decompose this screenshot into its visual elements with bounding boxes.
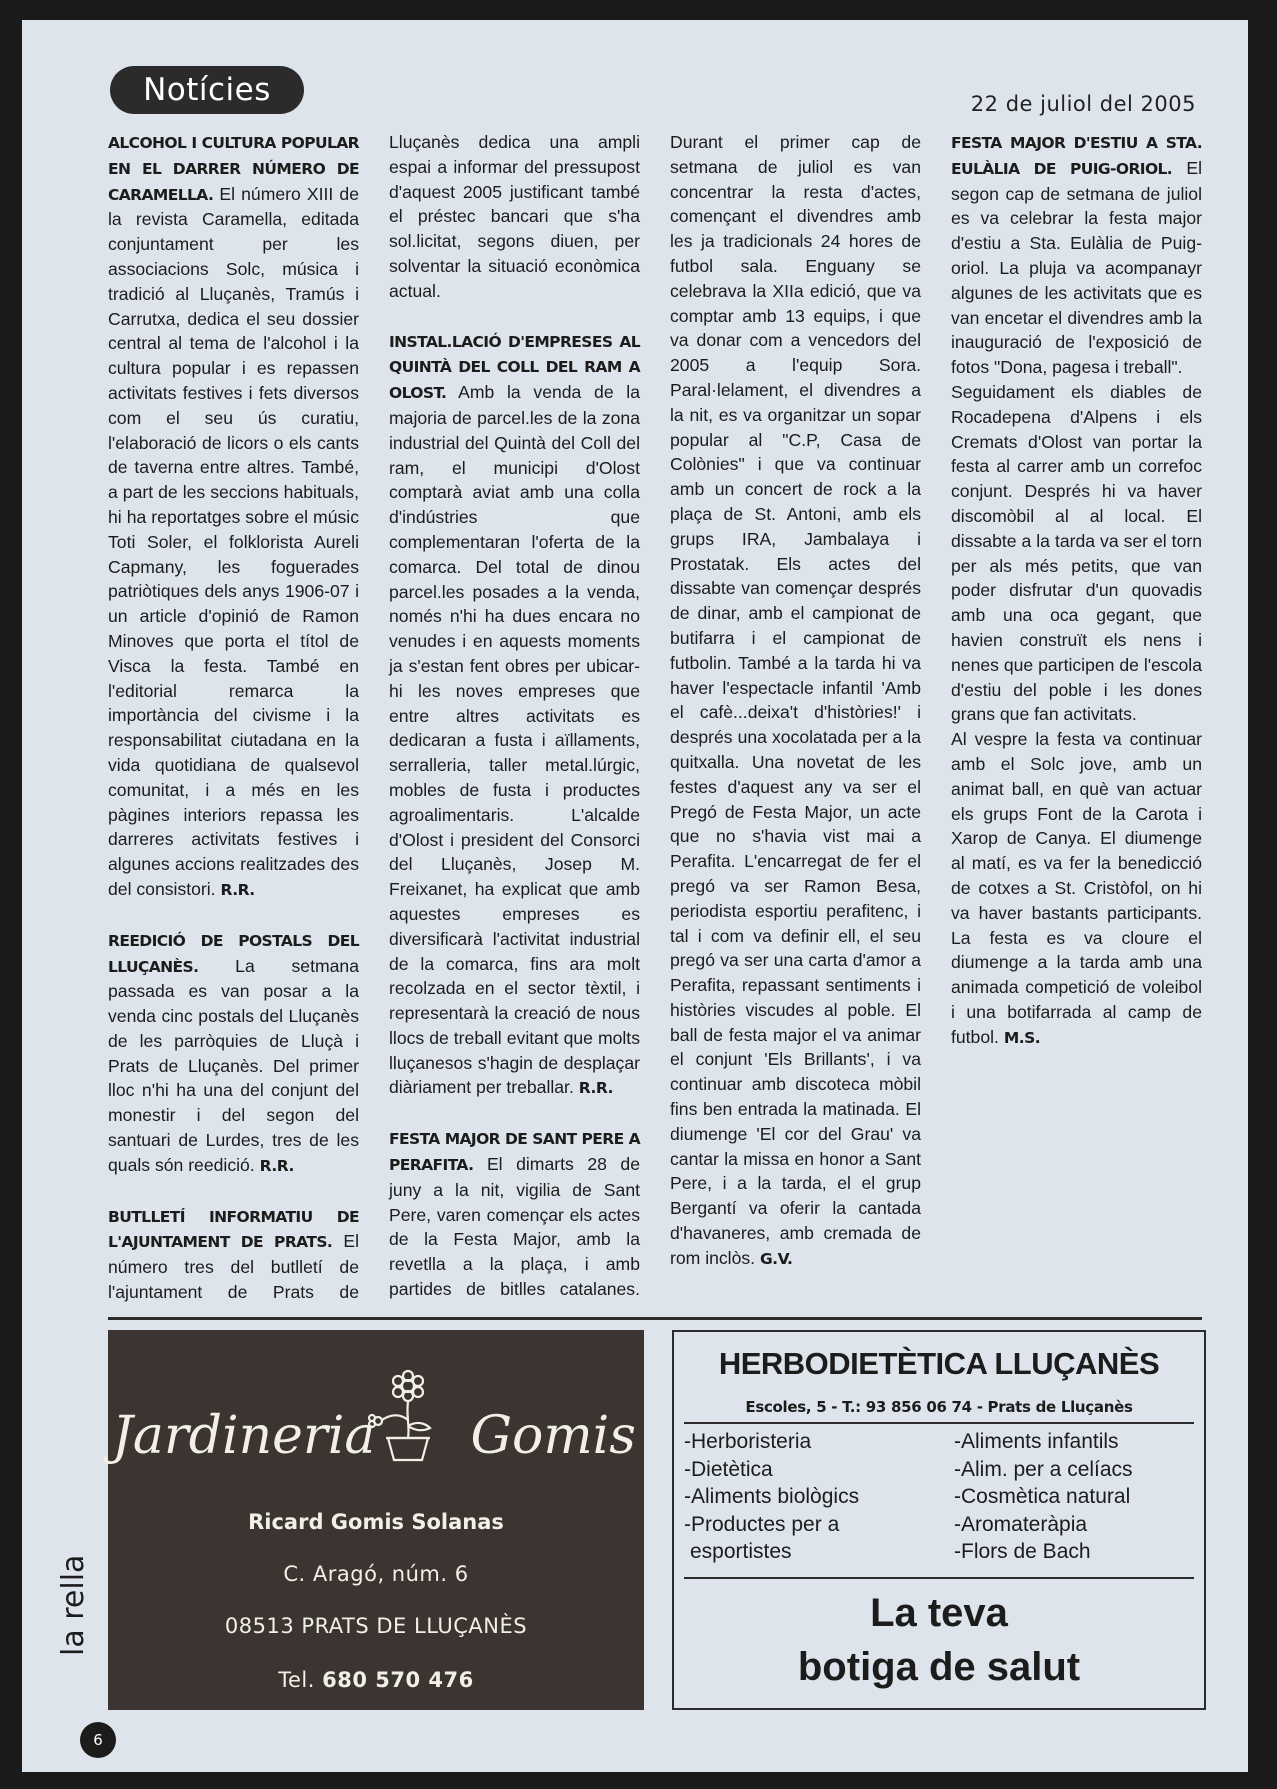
list-item: -Aliments biològics <box>684 1485 860 1508</box>
slogan-line: La teva <box>870 1591 1008 1635</box>
list-item: esportistes <box>690 1540 792 1563</box>
logo-word-jardineria: Jardineria <box>112 1406 376 1466</box>
ad-jardineria-gomis <box>108 1330 644 1710</box>
article-headline: FESTA MAJOR D'ESTIU A STA. EULÀLIA DE PUIG-ORIOL. <box>951 134 1202 178</box>
ad-herbodietetica <box>672 1330 1206 1710</box>
article-reedicio-postals <box>108 928 359 1179</box>
ad-address: C. Aragó, núm. 6 <box>283 1562 469 1586</box>
ad-telephone <box>108 1668 644 1692</box>
issue-date: 22 de juliol del 2005 <box>970 92 1196 116</box>
slogan-line: botiga de salut <box>797 1645 1081 1689</box>
article-body: El número XIII de la revista Caramella, editada conjuntament per les associacions Solc, música i tradició al Lluçanès, Tramús i Carrutxa, dedica el seu dossier central al tema de l'alcohol i la cultura popular i es repassen activitats festives i fets diversos com el seu ús curatiu, l'elaboració de licors o els cants de taverna entre altres. També, a part de les seccions habituals, hi ha reportatges sobre el músic Toti Soler, el folklorista Aureli Capmany, les foguerades patriòtiques dels anys 1906-07 i un article d'opinió de Ramon Minoves que porta el títol de Visca la festa. També en l'editorial remarca la importància del civisme i la responsabilitat ciutadana en la vida quotidiana de qualsevol comunitat, i a més en les pàgines interiors repassa les darreres activitats festives i algunes accions realitzades des del consistori. <box>108 183 359 899</box>
article-signature: R.R. <box>578 1079 613 1098</box>
article-headline: INSTAL.LACIÓ D'EMPRESES AL QUINTÀ DEL COLL DEL RAM A OLOST. <box>389 332 640 403</box>
list-item: -Productes per a <box>684 1512 840 1536</box>
article-alcohol-cultura <box>108 130 359 903</box>
article-headline: ALCOHOL I CULTURA POPULAR EN EL DARRER NÚMERO DE CARAMELLA. <box>108 134 359 204</box>
section-divider <box>108 1317 1202 1320</box>
publication-name: la rella <box>56 1554 91 1656</box>
article-body: La setmana passada es van posar a la venda cinc postals del Lluçanès de les parròquies de Lluçà i Prats de Lluçanès. Del primer lloc n'hi ha una del conjunt del monestir i del segon del santuari de Lurdes, tres de les quals són reedició. <box>108 955 359 1175</box>
flower-pot-icon <box>358 1368 458 1468</box>
logo-word-gomis: Gomis <box>470 1406 636 1466</box>
newspaper-page <box>22 20 1248 1772</box>
article-signature: G.V. <box>759 1249 793 1268</box>
news-columns <box>108 130 1202 1313</box>
list-item: -Cosmètica natural <box>954 1485 1131 1508</box>
article-body: El segon cap de setmana de juliol es va celebrar la festa major d'estiu a Sta. Eulàlia de Puig-oriol. La pluja va acompanayr algunes de les activitats que es van encetar el divendres amb la inauguració de l'exposició de fotos "Dona, pagesa i treball". <box>951 157 1202 378</box>
ad-contact: Escoles, 5 - T.: 93 856 06 74 - Prats de Lluçanès <box>745 1398 1133 1416</box>
tel-number: 680 570 476 <box>322 1668 474 1692</box>
list-item: -Herboristeria <box>684 1430 812 1453</box>
section-badge: Notícies <box>110 66 304 114</box>
ad-title: HERBODIETÈTICA LLUÇANÈS <box>718 1346 1160 1381</box>
page-number: 6 <box>80 1722 116 1758</box>
list-item: -Aliments infantils <box>954 1430 1119 1453</box>
article-signature: M.S. <box>1003 1028 1041 1047</box>
list-item: -Dietètica <box>684 1457 773 1481</box>
product-list-right <box>954 1428 1133 1566</box>
ad-owner-name: Ricard Gomis Solanas <box>248 1510 504 1534</box>
article-body: Amb la venda de la majoria de parcel.les de la zona industrial del Quintà del Coll del ram, el municipi d'Olost comptarà aviat amb una colla d'indústries que complementaran l'oferta de la comarca. Del total de dinou parcel.les posades a la venda, només n'hi ha dues encara no venudes i en aquests moments ja s'estan fent obres per ubicar-hi les noves empreses que entre altres activitats es dedicaran a fusta i aïllaments, serralleria, taller metal.lúrgic, mobles de fusta i productes agroalimentaris. L'alcalde d'Olost i president del Consorci del Lluçanès, Josep M. Freixanet, ha explicat que amb aquestes empreses es diversificarà l'activitat industrial de la comarca, fins ara molt recolzada en el sector tèxtil, i representarà la creació de nous llocs de treball evitant que molts lluçanesos s'hagin de desplaçar diàriament per treballar. <box>389 382 641 1098</box>
article-paragraph: Al vespre la festa va continuar amb el Solc jove, amb un animat ball, en què van actuar els grups Font de la Carota i Xarop de Canya. El diumenge al matí, es va fer la benedicció de cotxes a St. Cristòfol, on hi va haver bastants participants. La festa es va cloure el diumenge a la tarda amb una animada competició de voleibol i una botifarrada al camp de futbol. <box>951 729 1202 1047</box>
product-list-left <box>684 1428 859 1566</box>
article-signature: R.R. <box>259 1156 294 1175</box>
list-item: -Aromateràpia <box>954 1512 1088 1536</box>
list-item: -Alim. per a celíacs <box>954 1457 1133 1481</box>
ad-divider <box>684 1422 1194 1424</box>
article-body: El dimarts 28 de juny a la nit, vigilia de Sant Pere, varen començar els actes de la Festa Major, amb la revetlla a la plaça, i amb partides de bitlles catalanes. Durant el primer cap de setmana de juliol es van concentrar la resta d'actes, començant el divendres amb les ja tradicionals 24 hores de futbol sala. Enguany se celebrava la XIIa edició, que va comptar amb 13 equips, i que va donar com a vencedors del 2005 a l'equip Sora. Paral·lelament, el divendres a la nit, es va organitzar un sopar popular al "C.P, Casa de Colònies" i que va continuar amb un concert de rock a la plaça de St. Antoni, amb els grups IRA, Jambalaya i Prostatak. Els actes del dissabte van començar després de dinar, amb el campionat de butifarra i el campionat de futbolin. També a la tarda hi va haver l'espectacle infantil 'Amb el cafè...deixa't d'històries!' i després una xocolatada per a la quitxalla. Una novetat de les festes d'aquest any va ser el Pregó de Festa Major, un acte que no s'havia vist mai a Perafita. L'encarregat de fer el pregó va ser Ramon Besa, periodista esportiu perafitenc, i tal i com va definir ell, el seu pregó va ser una carta d'amor a Perafita, repassant sentiments i històries viscudes al poble. El ball de festa major el va animar el conjunt 'Els Brillants', i va continuar amb discoteca mòbil fins ben entrada la matinada. El diumenge 'El cor del Grau' va cantar la missa en honor a Sant Pere, i a la tarda, el el grup Bergantí va oferir la cantada d'havaneres, amb cremada de rom inclòs. <box>389 132 921 1300</box>
ad-slogan <box>674 1586 1204 1694</box>
list-item: -Flors de Bach <box>954 1540 1091 1563</box>
article-signature: R.R. <box>220 880 255 899</box>
article-headline: BUTLLETÍ INFORMATIU DE L'AJUNTAMENT DE PRATS. <box>108 1207 359 1252</box>
ad-city: 08513 PRATS DE LLUÇANÈS <box>224 1614 528 1638</box>
article-paragraph: Seguidament els diables de Rocadepena d'Alpens i els Cremats d'Olost van portar la festa al carrer amb un correfoc conjunt. Després hi va haver discomòbil al al local. El dissabte a la tarda va ser el torn per als més petits, que van poder disfrutar d'un quovadis amb una oca gegant, que havien construït els nens i nenes que participen de l'escola d'estiu del poble i les dones grans que fan activitats. <box>951 381 1202 725</box>
article-body: El número tres del butlletí de l'ajuntament de Prats de Lluçanès dedica una ampli espai a informar del pressupost d'aquest 2005 justificant també el préstec bancari que s'ha sol.licitat, segons diuen, per solventar la situació econòmica actual. <box>108 132 640 1303</box>
article-installacio-empreses <box>389 329 640 1102</box>
article-headline: FESTA MAJOR DE SANT PERE A PERAFITA. <box>389 1130 640 1175</box>
article-festa-puig-oriol <box>951 130 1202 1050</box>
ad-divider <box>684 1577 1194 1579</box>
tel-label: Tel. <box>278 1668 315 1692</box>
article-headline: REEDICIÓ DE POSTALS DEL LLUÇANÈS. <box>108 931 359 976</box>
